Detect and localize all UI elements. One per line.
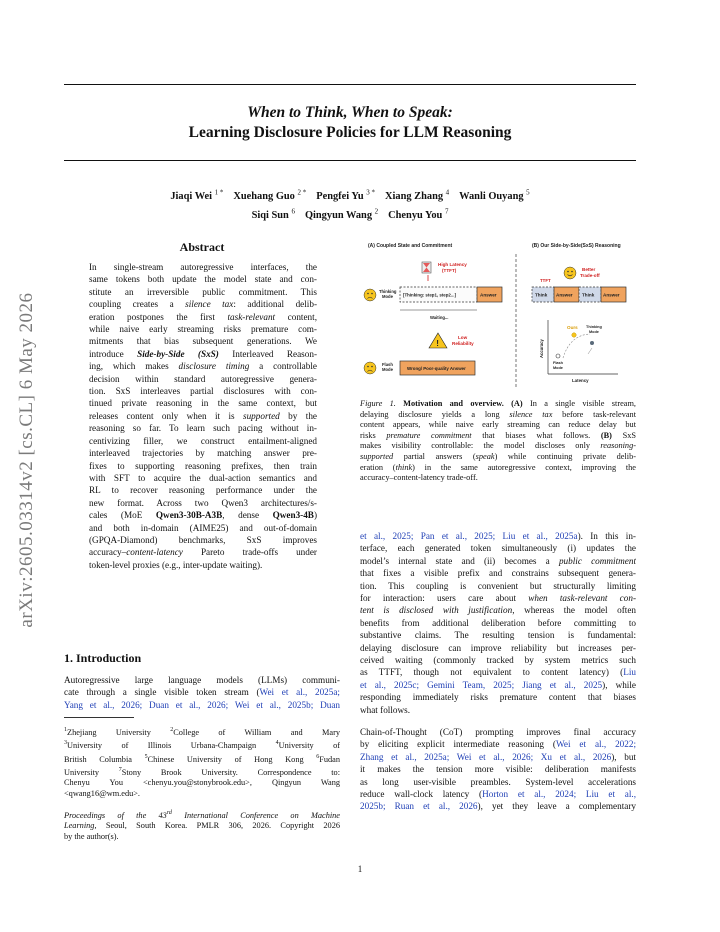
author-name: Qingyun Wang $^2$ bbox=[304, 207, 379, 221]
title-top-rule bbox=[64, 84, 636, 85]
abstract-line: accuracy–content-latency Pareto trade-offs under bbox=[89, 547, 317, 558]
waiting-label: Waiting... bbox=[430, 315, 449, 320]
abstract-heading: Abstract bbox=[179, 240, 225, 254]
proceedings-footnote bbox=[64, 808, 340, 843]
abstract-line: token-level proxies (e.g., inter-update waiting). bbox=[89, 559, 263, 570]
title-line-1: When to Think, When to Speak: bbox=[247, 104, 453, 121]
thinking-point-label-1: Thinking bbox=[586, 325, 602, 329]
svg-text:!: ! bbox=[436, 339, 439, 348]
abstract-line: new format. Across two Qwen3 architectures/s- bbox=[89, 497, 317, 508]
intro-line: Yang et al., 2026; Duan et al., 2026; Wei et al., 2025b; Duan bbox=[64, 699, 340, 710]
footnote-line: British Columbia $^5$Chinese University of Hong Kong $^6$Fudan bbox=[64, 753, 340, 764]
arxiv-identifier bbox=[12, 250, 42, 670]
flash-mode-label-2: Mode bbox=[382, 367, 393, 372]
author-line-2 bbox=[64, 204, 636, 222]
abstract-line: tion. SxS interleaves partial disclosures with con- bbox=[89, 386, 317, 397]
flash-point-label-2: Mode bbox=[553, 366, 563, 370]
body-line: reduce wall-clock latency (Horton et al., 2024; Liu et al., bbox=[360, 789, 636, 800]
think-label-2: Think bbox=[582, 292, 595, 298]
caption-line: supported partial answers (speak) while continuing private delib- bbox=[360, 451, 636, 461]
body-line: substantive claims. The resulting tension is fundamental: bbox=[360, 630, 636, 641]
body-line: that fixes a visible prefix and constrains subsequent genera- bbox=[360, 568, 636, 579]
thinking-mode-label-1: Thinking bbox=[379, 289, 397, 294]
intro-line: Autoregressive large language models (LLMs) communi- bbox=[64, 675, 340, 685]
title-line-2: Learning Disclosure Policies for LLM Reasoning bbox=[188, 124, 512, 141]
thinking-mode-label-2: Mode bbox=[382, 294, 393, 299]
author-name: Chenyu You $^7$ bbox=[388, 207, 449, 221]
proceedings-line: by the author(s). bbox=[64, 831, 119, 841]
abstract-line: releases content only when it is supported by the bbox=[89, 410, 317, 421]
panel-b-title: (B) Our Side-by-Side(SxS) Reasoning bbox=[532, 243, 621, 249]
pointer-line bbox=[588, 348, 592, 354]
answer-label-b2: Answer bbox=[603, 292, 620, 298]
abstract-line: cales (MoE Qwen3-30B-A3B, dense Qwen3-4B) bbox=[89, 510, 317, 521]
body-line: et al., 2025c; Gemini Team, 2025; Jiang et al., 2025), while bbox=[360, 679, 636, 690]
ttft-label-b: TTFT bbox=[540, 278, 551, 283]
reliability-label: Reliability bbox=[452, 341, 474, 346]
footnote-line: University $^7$Stony Brook University. Correspondence to: bbox=[64, 767, 340, 777]
body-line: 2025b; Ruan et al., 2026), yet they leave a complementary bbox=[360, 801, 636, 812]
caption-line: content appears, while naive early streaming can reduce delay but bbox=[360, 420, 636, 430]
figure-1 bbox=[360, 240, 636, 390]
abstract-line: ing, which makes disclosure timing a controllable bbox=[89, 361, 317, 372]
proceedings-line: Proceedings of the 43rd International Conference on Machine bbox=[64, 810, 340, 820]
tradeoff-curve bbox=[563, 334, 590, 358]
warning-icon bbox=[429, 333, 447, 348]
author-name: Siqi Sun $^6$ bbox=[251, 207, 295, 221]
abstract-line: and both in-domain (AIME25) and out-of-domain bbox=[89, 522, 317, 533]
title-bottom-rule bbox=[64, 160, 636, 161]
body-line: Zhang et al., 2025a; Wei et al., 2026; Xu et al., 2026), but bbox=[360, 751, 636, 762]
author-name: Jiaqi Wei $^{1 *}$ bbox=[170, 189, 224, 203]
figure-1-caption bbox=[360, 399, 636, 484]
abstract-line: centivizing filler, we construct entailment-aligned bbox=[89, 435, 317, 446]
flash-mode-label-1: Flash bbox=[382, 362, 393, 367]
answer-label-a: Answer bbox=[480, 292, 497, 298]
body-line: tent is disclosed with justification, whereas the model often bbox=[360, 605, 636, 616]
body-line: benefits from additional deliberation before committing to bbox=[360, 617, 636, 628]
body-line: responding immediately risks premature content that biases bbox=[360, 692, 636, 703]
body-line: as TTFT, though not equivalent to content latency) (Liu bbox=[360, 667, 636, 678]
caption-line: risks premature commitment that biases what follows. (B) SxS bbox=[360, 430, 636, 440]
body-line: as long user-visible preambles. System-level accelerations bbox=[360, 776, 636, 787]
ours-label: Ours bbox=[567, 325, 578, 330]
abstract-line: interleaved trajectories by matching answer pre- bbox=[89, 448, 317, 459]
tradeoff-label: Trade-off bbox=[580, 273, 600, 278]
abstract-line: reasoning so far. To learn such pacing without in- bbox=[89, 423, 317, 434]
author-name: Pengfei Yu $^{3 *}$ bbox=[316, 189, 376, 203]
ours-point bbox=[572, 333, 576, 337]
abstract-line: coupling creates a silence tax: additional delib- bbox=[89, 299, 317, 310]
proceedings-line: Learning, Seoul, South Korea. PMLR 306, 2026. Copyright 2026 bbox=[64, 821, 340, 831]
body-line: delaying disclosure can improve reliability but increases per- bbox=[360, 642, 636, 653]
page-number: 1 bbox=[357, 864, 363, 874]
body-line: model’s internal state and (ii) becomes a public commitment bbox=[360, 555, 636, 566]
body-line: ceived waiting (commonly tracked by system metrics such bbox=[360, 655, 636, 666]
thinking-point-label-2: Mode bbox=[589, 330, 599, 334]
footnote-rule bbox=[64, 717, 134, 718]
flash-point-label-1: Flash bbox=[553, 361, 563, 365]
footnote-line: $^3$University of Illinois Urbana-Champaign $^4$University of bbox=[64, 740, 340, 751]
intro-paragraph-2 bbox=[360, 726, 636, 813]
abstract-line: eration postpones the first task-relevant content, bbox=[89, 311, 317, 322]
body-line: for interaction: users care about when task-relevant con- bbox=[360, 593, 636, 604]
caption-line: delaying disclosure yields a long silence tax before task-relevant bbox=[360, 409, 636, 419]
abstract-line: RL to recover reasoning performance under the bbox=[89, 485, 317, 496]
body-line: by eliciting explicit intermediate reasoning (Wei et al., 2022; bbox=[360, 739, 636, 750]
body-line: Chain-of-Thought (CoT) prompting improves final accuracy bbox=[360, 727, 636, 737]
abstract-line: with SFT to acquire the dual-action semantics and bbox=[89, 472, 317, 483]
body-line: what follows. bbox=[360, 704, 411, 715]
body-line: tion. This coupling is convenient but structurally limiting bbox=[360, 580, 636, 591]
intro-line: cate through a single visible token stream (Wei et al., 2025a; bbox=[64, 687, 340, 698]
body-line: et al., 2025; Pan et al., 2025; Liu et al., 2025a). In this in- bbox=[360, 531, 636, 541]
abstract-line: tinued private reasoning in the same context, but bbox=[89, 398, 317, 409]
happy-face-icon bbox=[564, 267, 576, 279]
sad-face-icon bbox=[364, 289, 376, 301]
sad-face-icon-2 bbox=[364, 362, 376, 374]
affiliations-footnote bbox=[64, 725, 340, 800]
footnote-line: <qwang16@wm.edu>. bbox=[64, 789, 140, 799]
wrong-answer-label: Wrong/ Poor-quality Answer bbox=[407, 366, 466, 371]
abstract-line: mitments that bias subsequent generations. We bbox=[89, 336, 317, 347]
low-label: Low bbox=[458, 335, 468, 340]
abstract-line: same tokens both update the model state and con- bbox=[89, 274, 317, 285]
abstract-body bbox=[89, 261, 317, 571]
paper-title bbox=[64, 103, 636, 143]
better-label: Better bbox=[582, 267, 596, 272]
accuracy-axis-label: Accuracy bbox=[539, 339, 544, 358]
abstract-line: introduce Side-by-Side (SxS) Interleaved Reason- bbox=[89, 348, 317, 359]
author-name: Wanli Ouyang $^5$ bbox=[459, 189, 530, 203]
high-latency-label: High Latency bbox=[438, 262, 467, 267]
answer-label-b1: Answer bbox=[556, 292, 573, 298]
body-line: terface, each generated token simultaneously (i) updates the bbox=[360, 543, 636, 554]
think-label-1: Think bbox=[535, 292, 548, 298]
abstract-line: fixes to supporting reasoning prefixes, then train bbox=[89, 460, 317, 471]
thinking-block-text: [Thinking: step1, step2...] bbox=[403, 292, 456, 298]
ttft-label: (TTFT) bbox=[442, 268, 457, 273]
introduction-body bbox=[64, 674, 340, 711]
author-name: Xiang Zhang $^4$ bbox=[385, 189, 450, 203]
latency-axis-label: Latency bbox=[572, 378, 589, 383]
footnote-line: Chenyu You <chenyu.you@stonybrook.edu>, Qingyun Wang bbox=[64, 778, 340, 788]
abstract-line: decision within standard autoregressive genera- bbox=[89, 373, 317, 384]
hourglass-icon bbox=[422, 262, 431, 273]
caption-line: Figure 1. Motivation and overview. (A) In a single visible stream, bbox=[360, 399, 636, 408]
thinking-mode-point bbox=[590, 341, 594, 345]
intro-paragraph-1 bbox=[360, 530, 636, 716]
footnote-line: $^1$Zhejiang University $^2$College of William and Mary bbox=[64, 727, 340, 737]
author-list bbox=[64, 186, 636, 223]
body-line: it makes the tension more visible: deliberation manifests bbox=[360, 764, 636, 775]
panel-a-title: (A) Coupled State and Commitment bbox=[368, 243, 453, 249]
author-line-1 bbox=[64, 186, 636, 204]
introduction-heading: 1. Introduction bbox=[64, 651, 142, 665]
caption-line: eration (think) in the same autoregressive context, improving the bbox=[360, 462, 636, 472]
figure-1-diagram bbox=[360, 240, 636, 390]
arxiv-identifier-text: arXiv:2605.03314v2 [cs.CL] 6 May 2026 bbox=[16, 292, 37, 628]
abstract-line: stitute an irreversible public commitment. This bbox=[89, 286, 317, 297]
caption-line: accuracy–content-latency trade-off. bbox=[360, 473, 478, 483]
caption-line: makes visibility controllable: the model discloses only reasoning- bbox=[360, 441, 636, 451]
abstract-line: (GPQA-Diamond) benchmarks, SxS improves bbox=[89, 534, 317, 545]
abstract-line: In single-stream autoregressive interfaces, the bbox=[89, 262, 317, 272]
author-name: Xuehang Guo $^{2 *}$ bbox=[233, 189, 307, 203]
abstract-line: while naive early streaming risks premature com- bbox=[89, 324, 317, 335]
flash-mode-point bbox=[556, 354, 560, 358]
